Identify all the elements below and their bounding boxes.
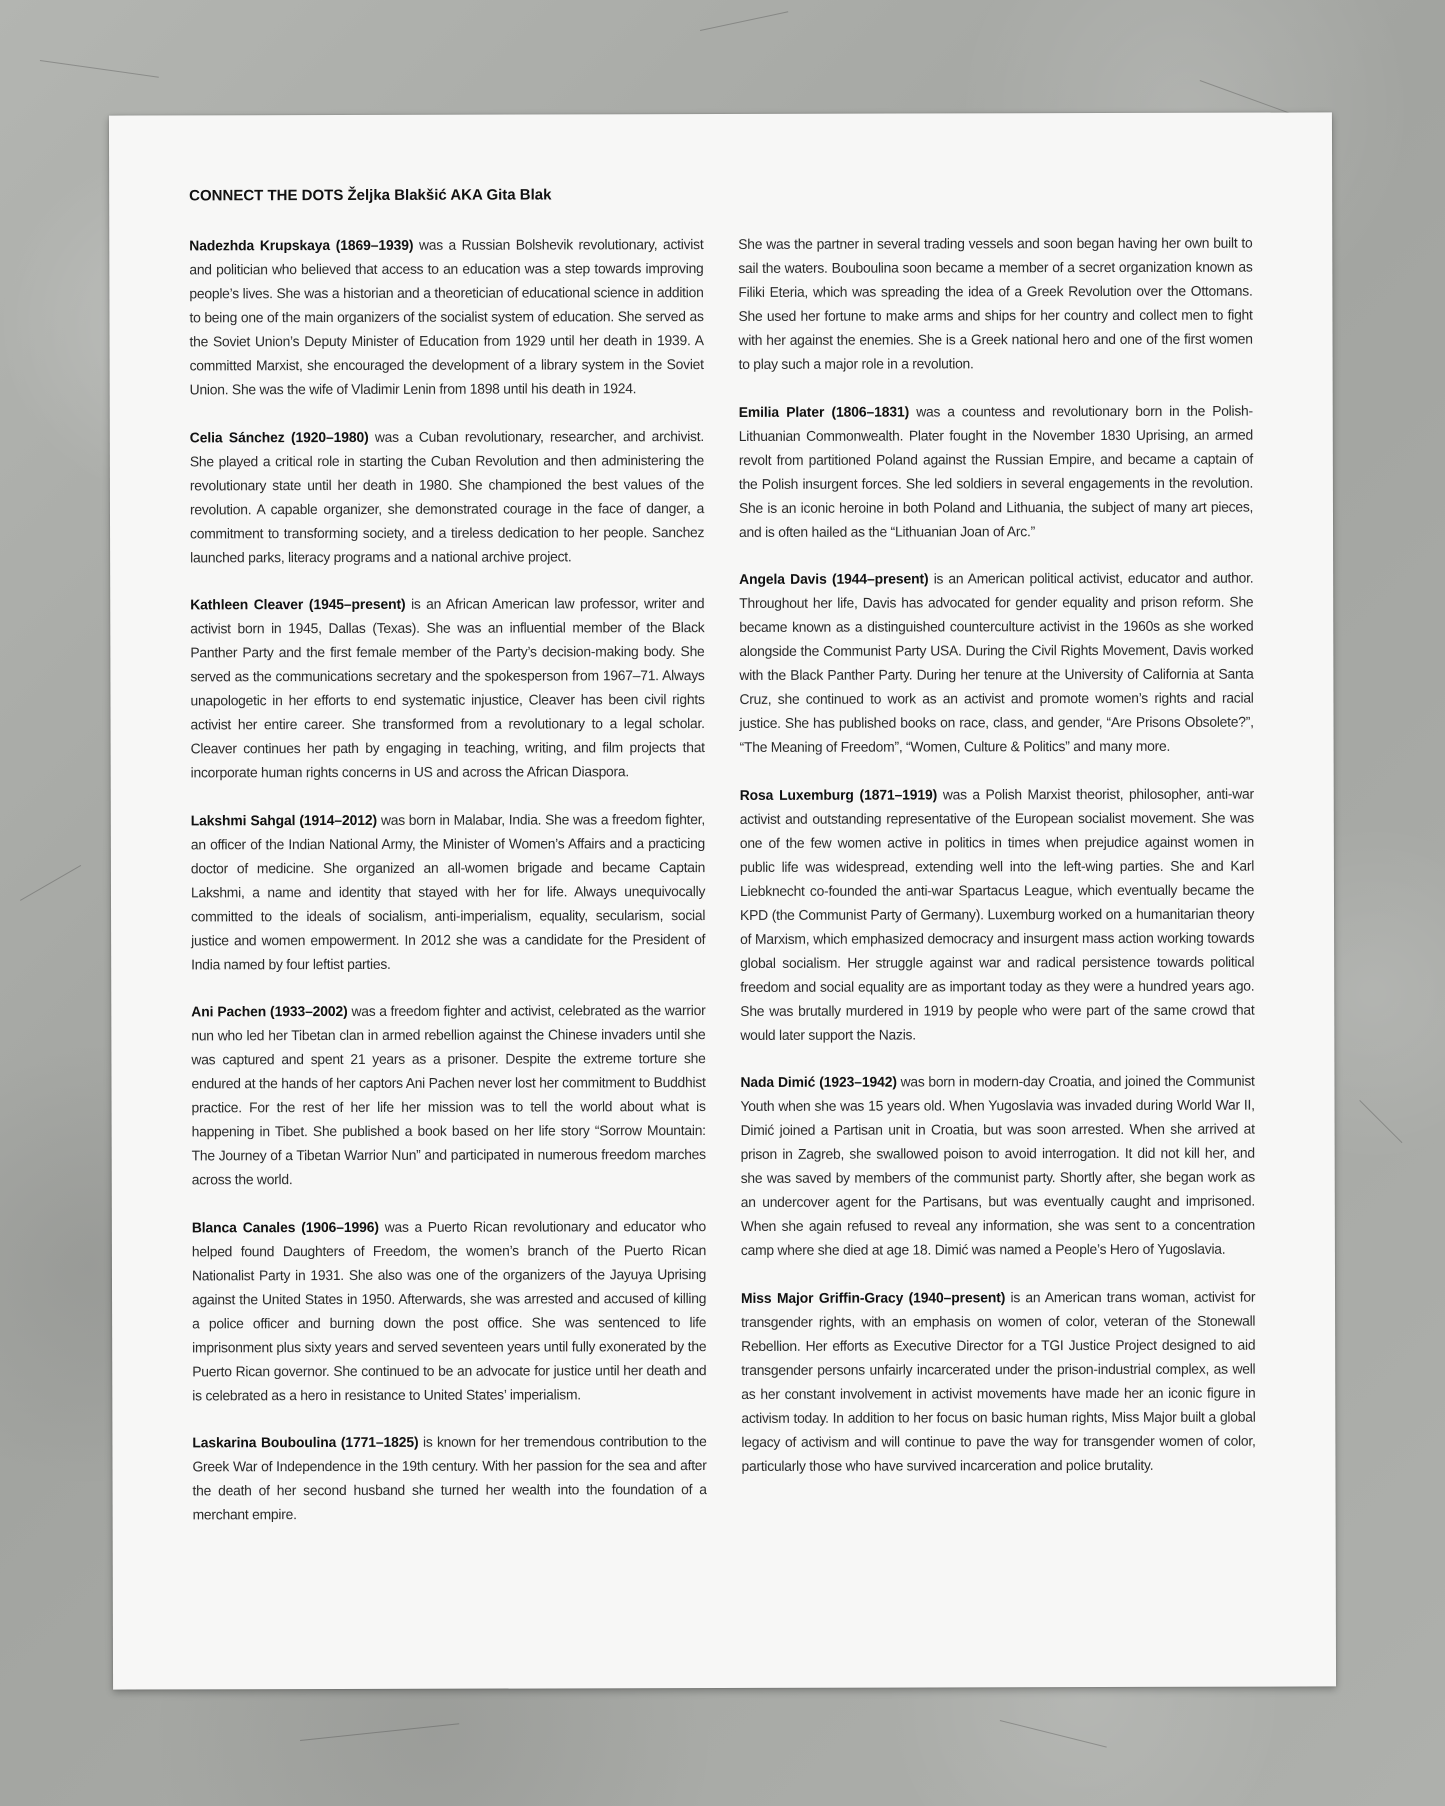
bio-entry xyxy=(740,781,1255,1046)
bio-entry xyxy=(190,591,705,784)
bio-name: Angela Davis (1944–present) xyxy=(739,570,929,587)
bio-name: Celia Sánchez (1920–1980) xyxy=(189,428,369,445)
bio-entry xyxy=(191,807,706,976)
bio-name: Laskarina Bouboulina (1771–1825) xyxy=(192,1433,419,1451)
bio-entry xyxy=(192,1214,707,1407)
bio-text: is an American political activist, educator and author. Throughout her life, Davis has advocated for gender equality and prison reform. She became known as a distinguished counterculture activist in the 1960s as she worked alongside the Communist Party USA. During the Civil Rights Movement, Davis worked with the Black Panther Party. During her tenure at the University of California at Santa Cruz, she continued to work as an activist and promote women’s rights and racial justice. She has published books on race, class, and gender, “Are Prisons Obsolete?”, “The Meaning of Freedom”, “Women, Culture & Politics” and many more. xyxy=(739,569,1254,755)
bio-entry xyxy=(739,398,1254,543)
document-title: CONNECT THE DOTS Željka Blakšić AKA Gita Blak xyxy=(189,186,552,205)
bio-name: Nada Dimić (1923–1942) xyxy=(740,1073,897,1090)
bio-name: Miss Major Griffin-Gracy (1940–present) xyxy=(741,1288,1006,1306)
left-column xyxy=(189,232,714,1550)
bio-name: Rosa Luxemburg (1871–1919) xyxy=(739,785,938,803)
bio-text: is an American trans woman, activist for transgender rights, with an emphasis on women of color, veteran of the Stonewall Rebellion. Her efforts as Executive Director for a TGI Justice Project designed to aid transgender persons unfairly incarcerated under the prison-industrial complex, as well as her constant involvement in activist movements have made her an iconic figure in activism today. In addition to her focus on basic human rights, Miss Major built a global legacy of activism and will continue to pave the way for transgender women of color, particularly those who have survived incarceration and police brutality. xyxy=(741,1288,1256,1474)
bio-entry xyxy=(741,1284,1256,1477)
bio-entry xyxy=(192,1429,706,1526)
bio-text: She was the partner in several trading vessels and soon began having her own built to sail the waters. Bouboulina soon became a member of a secret organization known as Filiki Eteria, which was spreading the idea of a Greek Revolution over the Ottomans. She used her fortune to make arms and ships for her country and collect men to fight with her against the enemies. She is a Greek national hero and one of the first women to play such a major role in a revolution. xyxy=(738,234,1253,372)
right-column xyxy=(738,231,1263,1501)
bio-text: is an African American law professor, writer and activist born in 1945, Dallas (Texas). She was an influential member of the Black Panther Party and the first female member of the Party’s decision-making body. She served as the communications secretary and the spokesperson from 1967–71. Always unapologetic in her efforts to end systematic injustice, Cleaver has been civil rights activist her entire career. She transformed from a revolutionary to a legal scholar. Cleaver continues her path by engaging in teaching, writing, and film projects that incorporate human rights concerns in US and across the African Diaspora. xyxy=(190,595,705,781)
bio-entry xyxy=(190,424,705,569)
bio-text: was a Puerto Rican revolutionary and educator who helped found Daughters of Freedom, the women’s branch of the Puerto Rican Nationalist Party in 1931. She also was one of the organizers of the Jayuya Uprising against the United States in 1950. Afterwards, she was arrested and accused of killing a police officer and burning down the post office. She was sentenced to life imprisonment plus sixty years and served seventeen years until fully exonerated by the Puerto Rican governor. She continued to be an advocate for justice until her death and is celebrated as a hero in resistance to United States’ imperialism. xyxy=(191,1217,707,1403)
bio-text: was a Russian Bolshevik revolutionary, activist and politician who believed that access to an education was a step towards improving people’s lives. She was a historian and a theoretician of educational science in addition to being one of the main organizers of the socialist system of education. She served as the Soviet Union’s Deputy Minister of Education from 1929 until her death in 1939. A committed Marxist, she encouraged the development of a library system in the Soviet Union. She was the wife of Vladimir Lenin from 1898 until his death in 1924. xyxy=(189,236,704,398)
document-page xyxy=(109,112,1336,1689)
bio-text: was a Cuban revolutionary, researcher, and archivist. She played a critical role in starting the Cuban Revolution and then administering the revolutionary state until her death in 1980. She championed the best values of the revolution. A capable organizer, she demonstrated courage in the face of danger, a commitment to transforming society, and a tireless dedication to her people. Sanchez launched parks, literacy programs and a national archive project. xyxy=(189,427,705,565)
bio-entry-continued xyxy=(738,231,1253,376)
bio-name: Lakshmi Sahgal (1914–2012) xyxy=(190,811,378,828)
bio-name: Emilia Plater (1806–1831) xyxy=(738,403,910,420)
bio-name: Nadezhda Krupskaya (1869–1939) xyxy=(189,236,414,254)
bio-text: is known for her tremendous contribution to the Greek War of Independence in the 19th century. With her passion for the sea and after the death of her second husband she turned her wealth into the foundation of a merchant empire. xyxy=(192,1433,707,1523)
bio-text: was a freedom fighter and activist, celebrated as the warrior nun who led her Tibetan clan in armed rebellion against the Chinese invaders until she was captured and spent 21 years as a prisoner. Despite the extreme torture she endured at the hands of her captors Ani Pachen never lost her commitment to Buddhist practice. For the rest of her life her mission was to tell the world about what is happening in Tibet. She published a book based on her life story “Sorrow Mountain: The Journey of a Tibetan Warrior Nun” and participated in numerous freedom marches across the world. xyxy=(191,1002,706,1188)
bio-name: Blanca Canales (1906–1996) xyxy=(191,1218,379,1235)
bio-name: Kathleen Cleaver (1945–present) xyxy=(190,595,406,613)
bio-name: Ani Pachen (1933–2002) xyxy=(191,1002,348,1020)
bio-entry xyxy=(191,998,706,1191)
bio-text: was born in modern-day Croatia, and joined the Communist Youth when she was 15 years old. When Yugoslavia was invaded during World War II, Dimić joined a Partisan unit in Croatia, but was soon arrested. When she arrived at prison in Zagreb, she swallowed poison to avoid interrogation. It did not kill her, and she was saved by members of the communist party. Shortly after, she began work as an undercover agent for the Partisans, but was eventually caught and imprisoned. When she again refused to reveal any information, she was sent to a concentration camp where she died at age 18. Dimić was named a People’s Hero of Yugoslavia. xyxy=(740,1072,1256,1258)
bio-text: was a countess and revolutionary born in the Polish-Lithuanian Commonwealth. Plater fought in the November 1830 Uprising, an armed revolt from partitioned Poland against the Russian Empire, and became a captain of the Polish insurgent forces. She led soldiers in several engagements in the revolution. She is an iconic heroine in both Poland and Lithuania, the subject of many art pieces, and is often hailed as the “Lithuanian Joan of Arc.” xyxy=(738,402,1254,540)
bio-text: was born in Malabar, India. She was a freedom fighter, an officer of the Indian National Army, the Minister of Women’s Affairs and a practicing doctor of medicine. She organized an all-women brigade and became Captain Lakshmi, a name and identity that stayed with her for life. Always unequivocally committed to the ideals of socialism, anti-imperialism, equality, secularism, social justice and women empowerment. In 2012 she was a candidate for the President of India named by four leftist parties. xyxy=(190,810,706,972)
bio-entry xyxy=(189,232,704,401)
bio-entry xyxy=(739,566,1254,759)
bio-text: was a Polish Marxist theorist, philosopher, anti-war activist and outstanding representative of the European socialist movement. She was one of the few women active in politics in times when prejudice against women in public life was widespread, extending well into the left-wing parties. She and Karl Liebknecht co-founded the anti-war Spartacus League, which eventually became the KPD (the Communist Party of Germany). Luxemburg worked on a humanitarian theory of Marxism, which emphasized democracy and insurgent mass action working towards global socialism. Her struggle against war and radical persistence towards political freedom and social equality are as important today as they were a hundred years ago. She was brutally murdered in 1919 by people who were part of the same crowd that would later support the Nazis. xyxy=(739,785,1255,1043)
bio-entry xyxy=(740,1069,1255,1262)
